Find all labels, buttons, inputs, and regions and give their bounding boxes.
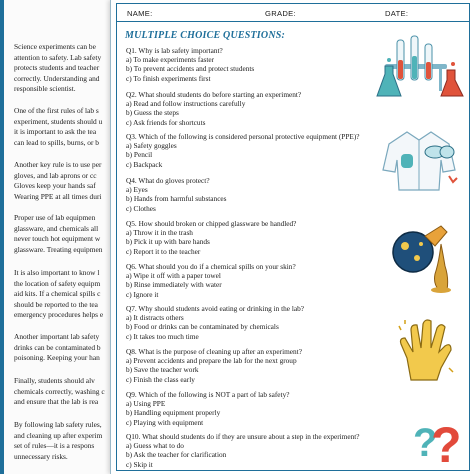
passage-line: poisoning. Keeping your han — [14, 353, 100, 363]
answer-option[interactable]: a) It distracts others — [126, 313, 184, 323]
answer-option[interactable]: a) Throw it in the trash — [126, 228, 193, 238]
passage-line: Gloves keep your hands saf — [14, 181, 96, 191]
passage-line: attention to safety. Lab safety — [14, 52, 102, 62]
answer-option[interactable]: b) Pencil — [126, 150, 153, 160]
question-8 — [126, 347, 302, 384]
passage-line: should be reported to the tea — [14, 299, 98, 309]
answer-option[interactable]: b) Rinse immediately with water — [126, 280, 222, 290]
answer-option[interactable]: c) Backpack — [126, 159, 163, 169]
answer-option[interactable]: c) Finish the class early — [126, 374, 195, 384]
worksheet-frame — [116, 3, 470, 471]
grade-label: GRADE: — [265, 9, 296, 18]
passage-line: chemicals correctly, washing c — [14, 386, 105, 396]
question-stem: Q5. How should broken or chipped glassware be handled? — [126, 219, 297, 228]
answer-option[interactable]: c) Playing with equipment — [126, 417, 204, 427]
worksheet-page — [110, 0, 474, 474]
answer-option[interactable]: a) Wipe it off with a paper towel — [126, 271, 221, 281]
worksheet-header — [117, 4, 469, 22]
svg-text:?: ? — [413, 421, 438, 465]
answer-option[interactable]: a) Read and follow instructions carefully — [126, 99, 246, 109]
worksheet-title: MULTIPLE CHOICE QUESTIONS: — [125, 30, 286, 41]
passage-line: emergency procedures helps e — [14, 310, 104, 320]
question-stem: Q10. What should students do if they are unsure about a step in the experiment? — [126, 432, 360, 441]
question-stem: Q2. What should students do before starting an experiment? — [126, 90, 302, 99]
passage-line: It is also important to know l — [14, 268, 100, 277]
passage-line: glassware, and chemicals all — [14, 223, 99, 233]
passage-line: Science experiments can be — [14, 42, 96, 51]
passage-line: responsible scientist. — [14, 84, 76, 94]
answer-option[interactable]: b) Guess the steps — [126, 108, 179, 118]
passage-line: drinks can be contaminated b — [14, 342, 101, 352]
passage-line: can lead to spills, burns, or b — [14, 137, 99, 147]
passage-line: and ensure that the lab is rea — [14, 397, 99, 407]
question-9 — [126, 390, 289, 427]
answer-option[interactable]: a) Using PPE — [126, 399, 166, 409]
question-4 — [126, 176, 227, 213]
passage-line: By following lab safety rules, — [14, 420, 102, 429]
answer-option[interactable]: a) Eyes — [126, 185, 148, 195]
answer-option[interactable]: a) Safety goggles — [126, 141, 177, 151]
answer-option[interactable]: c) Skip it — [126, 459, 153, 469]
passage-line: Another important lab safety — [14, 332, 100, 341]
passage-line: it is important to ask the tea — [14, 127, 97, 137]
answer-option[interactable]: c) It takes too much time — [126, 331, 199, 341]
passage-line: experiment, students should u — [14, 116, 103, 126]
question-1 — [126, 46, 254, 83]
answer-option[interactable]: b) Pick it up with bare hands — [126, 237, 210, 247]
question-marks-icon — [409, 408, 465, 468]
answer-option[interactable]: c) Ask friends for shortcuts — [126, 117, 206, 127]
question-stem: Q4. What do gloves protect? — [126, 176, 210, 185]
question-7 — [126, 304, 304, 341]
question-10 — [126, 432, 360, 469]
answer-option[interactable]: a) To make experiments faster — [126, 55, 215, 65]
answer-option[interactable]: b) To prevent accidents and protect students — [126, 64, 255, 74]
passage-line: Proper use of lab equipmen — [14, 213, 96, 222]
gloved-hand-icon — [393, 318, 457, 384]
question-2 — [126, 90, 301, 127]
answer-option[interactable]: b) Food or drinks can be contaminated by chemicals — [126, 322, 279, 332]
passage-line: gloves, and lab aprons or cc — [14, 170, 97, 180]
passage-line: glassware. Treating equipmen — [14, 244, 103, 254]
answer-option[interactable]: b) Hands from harmful substances — [126, 194, 227, 204]
passage-line: the location of safety equipm — [14, 278, 101, 288]
passage-line: unnecessary risks. — [14, 451, 68, 461]
sheet-edge-bar — [0, 0, 4, 474]
question-stem: Q1. Why is lab safety important? — [126, 46, 223, 55]
passage-line: Another key rule is to use per — [14, 160, 102, 169]
answer-option[interactable]: a) Prevent accidents and prepare the lab for the next group — [126, 356, 297, 366]
question-stem: Q6. What should you do if a chemical spills on your skin? — [126, 262, 296, 271]
name-label: NAME: — [127, 9, 153, 18]
lab-flasks-icon — [375, 30, 467, 98]
question-stem: Q9. Which of the following is NOT a part of lab safety? — [126, 390, 290, 399]
passage-line: aid kits. If a chemical spills c — [14, 289, 101, 299]
answer-option[interactable]: b) Handling equipment properly — [126, 408, 221, 418]
answer-option[interactable]: c) Report it to the teacher — [126, 246, 201, 256]
passage-line: protects students and teacher — [14, 63, 100, 73]
passage-line: Finally, students should alv — [14, 376, 95, 385]
question-6 — [126, 262, 296, 299]
passage-line: set of rules—it is a respons — [14, 441, 95, 451]
question-stem: Q3. Which of the following is considered personal protective equipment (PPE)? — [126, 132, 360, 141]
answer-option[interactable]: c) Clothes — [126, 203, 156, 213]
svg-text:?: ? — [431, 417, 462, 468]
question-stem: Q8. What is the purpose of cleaning up after an experiment? — [126, 347, 302, 356]
chemical-spill-icon — [389, 222, 455, 294]
answer-option[interactable]: a) Guess what to do — [126, 441, 184, 451]
question-stem: Q7. Why should students avoid eating or drinking in the lab? — [126, 304, 305, 313]
answer-option[interactable]: c) Ignore it — [126, 289, 159, 299]
answer-option[interactable]: b) Save the teacher work — [126, 365, 199, 375]
date-label: DATE: — [385, 9, 409, 18]
passage-line: never touch hot equipment w — [14, 234, 101, 244]
passage-line: correctly. Understanding and — [14, 73, 100, 83]
passage-line: Wearing PPE at all times duri — [14, 191, 102, 201]
passage-line: and cleaning up after experim — [14, 430, 103, 440]
question-5 — [126, 219, 296, 256]
passage-line: One of the first rules of lab s — [14, 106, 99, 115]
lab-coat-goggles-icon — [379, 126, 459, 194]
question-3 — [126, 132, 360, 169]
answer-option[interactable]: c) To finish experiments first — [126, 73, 211, 83]
answer-option[interactable]: b) Ask the teacher for clarification — [126, 450, 227, 460]
